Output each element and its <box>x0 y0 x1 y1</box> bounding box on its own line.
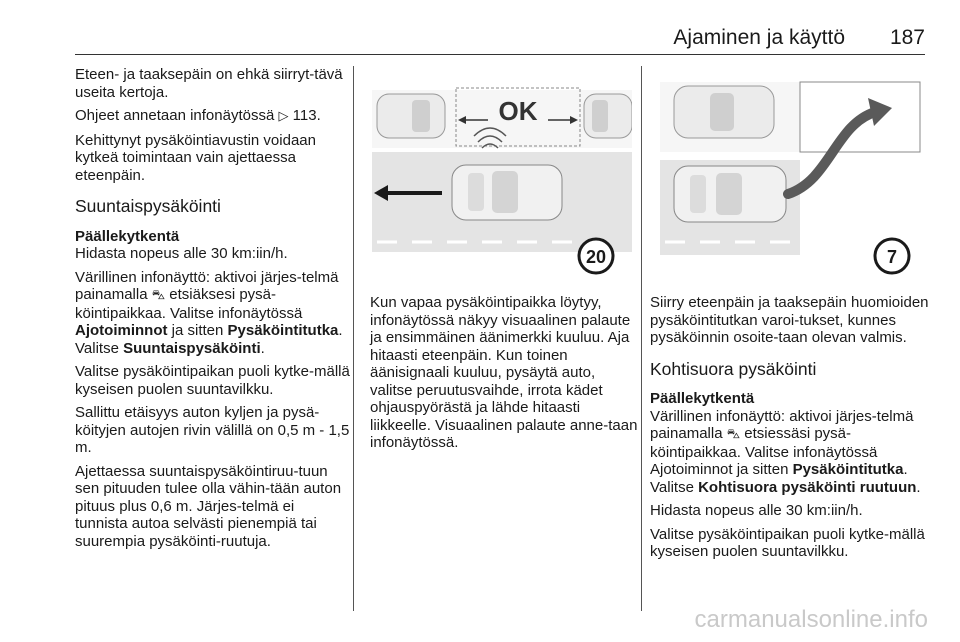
subsection-heading: Päällekytkentä <box>650 390 755 407</box>
svg-text:7: 7 <box>886 247 898 267</box>
paragraph: Hidasta nopeus alle 30 km:iin/h. <box>650 502 863 519</box>
paragraph: Värillinen infonäyttö: aktivoi järjes-telmä painamalla ⛍ etsiäksesi pysä-köintipaikkaa. Valitse infonäytössä Ajotoiminnot ja sitten Pysäköintitutka. Valitse Suuntaispysäköinti. <box>75 268 343 357</box>
paragraph: Eteen- ja taaksepäin on ehkä siirryt-tävä useita kertoja. <box>75 66 343 101</box>
own-car <box>674 166 786 222</box>
paragraph: Värillinen infonäyttö: aktivoi järjes-telmä painamalla ⛍ etsiessäsi pysä-köintipaikkaa. Valitse infonäytössä Ajotoiminnot ja sitten Pysäköintitutka. Valitse Kohtisuora pysäköinti ruutuun. <box>650 407 921 496</box>
column-divider <box>641 66 642 611</box>
watermark: carmanualsonline.info <box>694 606 928 633</box>
column-middle <box>370 294 638 458</box>
paragraph: Ohjeet annetaan infonäytössä ▷ 113. <box>75 107 321 124</box>
paragraph: Valitse pysäköintipaikan puoli kytke-mällä kyseisen puolen suuntavilkku. <box>650 525 925 560</box>
page-number: 187 <box>889 26 925 49</box>
column-divider <box>353 66 354 611</box>
section-heading: Suuntaispysäköinti <box>75 196 221 216</box>
paragraph: Kun vapaa pysäköintipaikka löytyy, infonäytössä näkyy visuaalinen palaute ja ensimmäinen äänimerkki kuuluu. Aja hitaasti eteenpäin. Kun toinen äänisignaali kuuluu, pysäytä auto, valitse peruutusvaihde, irrota kädet ohjauspyörästä ja lähde hitaasti liikkeelle. Visuaalinen palaute anne-taan infonäytössä. <box>370 294 638 451</box>
page-reference: 113. <box>292 107 321 124</box>
perpendicular-parking-illustration <box>660 70 925 290</box>
column-left <box>75 66 350 556</box>
page-header <box>75 22 925 55</box>
column-right <box>650 294 930 567</box>
own-car <box>452 165 562 220</box>
parallel-parking-illustration <box>372 70 632 290</box>
parking-assist-icon: ⛍ <box>151 288 166 303</box>
parked-car-top <box>674 86 774 138</box>
ok-label: OK <box>498 96 538 126</box>
chapter-title: Ajaminen ja käyttö <box>673 26 845 49</box>
paragraph: Ajettaessa suuntaispysäköintiruu-tuun sen pituuden tulee olla vähin-tään auton pituus plus 0,6 m. Järjes-telmä ei tunnista autoa selvästi pienempiä tai suurempia pysäköinti-ruutuja. <box>75 462 342 550</box>
paragraph: Valitse pysäköintipaikan puoli kytke-mällä kyseisen puolen suuntavilkku. <box>75 363 350 398</box>
parked-car-right <box>584 94 632 138</box>
svg-text:20: 20 <box>585 247 607 267</box>
subsection-heading: Päällekytkentä <box>75 227 180 245</box>
page-reference-icon: ▷ <box>278 109 289 124</box>
paragraph: Kehittynyt pysäköintiavustin voidaan kytkeä toimintaan vain ajettaessa eteenpäin. <box>75 131 316 184</box>
paragraph: Siirry eteenpäin ja taaksepäin huomioiden pysäköintitutkan varoi-tukset, kunnes pysäköinnin osoite-taan olevan valmis. <box>650 294 929 346</box>
parking-assist-icon: ⛍ <box>726 427 741 442</box>
parked-car-left <box>377 94 445 138</box>
paragraph: Hidasta nopeus alle 30 km:iin/h. <box>75 245 288 262</box>
section-heading: Kohtisuora pysäköinti <box>650 358 817 379</box>
paragraph: Sallittu etäisyys auton kyljen ja pysä-köityjen autojen rivin välillä on 0,5 m - 1,5 m. <box>75 404 350 456</box>
